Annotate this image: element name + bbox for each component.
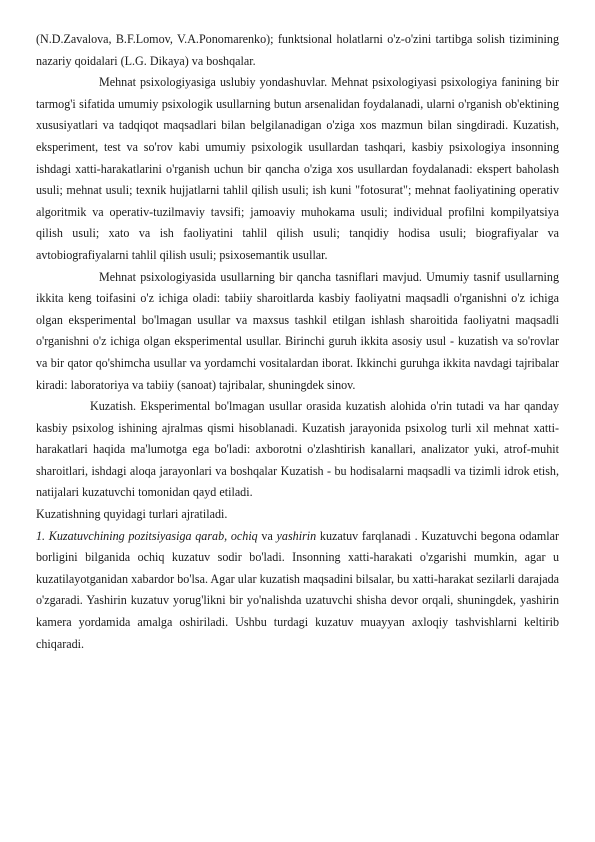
list-item-body: kuzatuv farqlanadi . Kuzatuvchi begona odamlar borligini bilganida ochiq kuzatuv sodir bo'ladi. Insonning xatti-harakati o'zgarishi mumkin, agar u kuzatilayotganidan xabardor bo'lsa. Agar ular kuzatish maqsadini bilsalar, bu xatti-harakat sezilarli darajada o'zgaradi. Yashirin kuzatuv yorug'likni bir yo'nalishda uzatuvchi shisha devor orqali, shuningdek, yashirin kamera yordamida amalga oshiriladi. Ushbu turdagi kuzatuv muayyan axloqiy tashvishlarni keltirib chiqaradi. — [36, 528, 559, 651]
list-item-open-hidden-observation — [36, 526, 559, 656]
paragraph-continuation: (N.D.Zavalova, B.F.Lomov, V.A.Ponomarenko); funktsional holatlarni o'z-o'zini tartibga solish tizimining nazariy qoidalari (L.G. Dikaya) va boshqalar. — [36, 32, 559, 68]
paragraph-method-classification: Mehnat psixologiyasida usullarning bir qancha tasniflari mavjud. Umumiy tasnif usullarning ikkita keng toifasini o'z ichiga oladi: tabiiy sharoitlarda kasbiy faoliyatni maqsadli o'rganishni o'z ichiga olgan eksperimental bo'lmagan usullar va maxsus tashkil etilgan ishlash sharoitida faoliyatni maqsadli o'rganishni o'z ichiga olgan eksperimental usullar. Birinchi guruh ikkita asosiy usul - kuzatish va so'rovlar va bir qator qo'shimcha usullar va yordamchi vositalardan iborat. Ikkinchi guruhga ikkita navdagi tajribalar kiradi: laboratoriya va tabiiy (sanoat) tajribalar, shuningdek sinov. — [36, 269, 559, 392]
list-item-italic-lead: 1. Kuzatuvchining pozitsiyasiga qarab, ochiq — [36, 528, 258, 543]
paragraph-observation: Kuzatish. Eksperimental bo'lmagan usullar orasida kuzatish alohida o'rin tutadi va har qanday kasbiy psixolog ishining ajralmas qismi hisoblanadi. Kuzatish jarayonida psixolog turli xil mehnat xatti-harakatlari haqida ma'lumotga ega bo'ladi: axborotni o'zlashtirish kanallari, analizator yuki, atrof-muhit sharoitlari, ishdagi aloqa jarayonlari va boshqalar Kuzatish - bu hodisalarni maqsadli va tizimli idrok etish, natijalari kuzatuvchi tomonidan qayd etiladi. — [36, 399, 559, 500]
list-item-connector: va — [257, 528, 277, 543]
paragraph-observation-types: Kuzatishning quyidagi turlari ajratiladi. — [36, 507, 228, 522]
paragraph-methodological-approaches: Mehnat psixologiyasiga uslubiy yondashuvlar. Mehnat psixologiyasi psixologiya fanining bir tarmog'i sifatida umumiy psixologik usullarning butun arsenalidan foydalanadi, ularni o'rganish ob'ektining xususiyatlari va tadqiqot maqsadlari bilan belgilanadigan o'ziga xos mazmun bilan singdiradi. Kuzatish, eksperiment, test va so'rov kabi umumiy psixologik usullardan tashqari, kasbiy psixologiya insonning ishdagi xatti-harakatlarini o'rganish uchun bir qancha o'ziga xos usullardan foydalanadi: ekspert baholash usuli; mehnat usuli; texnik hujjatlarni tahlil qilish usuli; ish kuni "fotosurat"; mehnat faoliyatining operativ algoritmik va operativ-tuzilmaviy tavsifi; jamoaviy muhokama usuli; individual profilni kompilyatsiya qilish usuli; xato va ish faoliyatini tahlil qilish usuli; tanqidiy hodisa usuli; biografiyalar va avtobiografiyalarni tahlil qilish usuli; psixosemantik usullar. — [36, 75, 559, 262]
list-item-italic-term: yashirin — [276, 528, 317, 543]
